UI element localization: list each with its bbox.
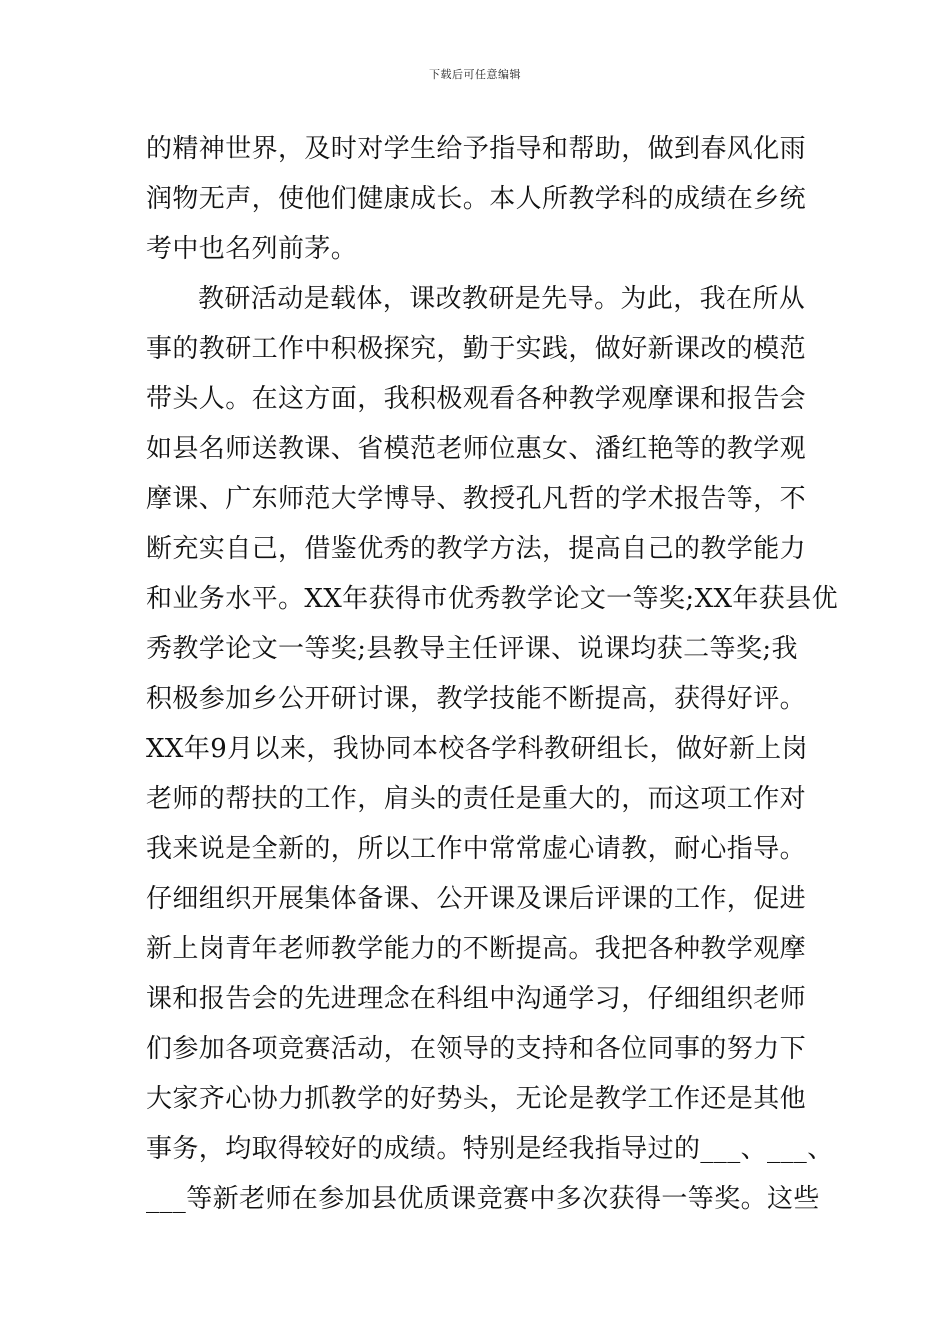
text-line: 课和报告会的先进理念在科组中沟通学习，仔细组织老师	[146, 984, 807, 1014]
text-line: 新上岗青年老师教学能力的不断提高。我把各种教学观摩	[146, 934, 807, 964]
page-header: 下载后可任意编辑	[429, 68, 521, 81]
text-line: 润物无声，使他们健康成长。本人所教学科的成绩在乡统	[146, 184, 807, 214]
text-line: 带头人。在这方面，我积极观看各种教学观摩课和报告会	[146, 384, 807, 414]
text-line: 考中也名列前茅。	[146, 234, 358, 264]
text-line: 和业务水平。XX年获得市优秀教学论文一等奖;XX年获县优	[146, 584, 838, 614]
text-line: 们参加各项竞赛活动，在领导的支持和各位同事的努力下	[146, 1034, 807, 1064]
text-line: 断充实自己，借鉴优秀的教学方法，提高自己的教学能力	[146, 534, 807, 564]
text-line: 摩课、广东师范大学博导、教授孔凡哲的学术报告等，不	[146, 484, 807, 514]
body-text	[146, 124, 838, 1224]
text-line: 我来说是全新的，所以工作中常常虚心请教，耐心指导。	[146, 834, 807, 864]
text-line: 如县名师送教课、省模范老师位惠女、潘红艳等的教学观	[146, 434, 807, 464]
text-line: 大家齐心协力抓教学的好势头，无论是教学工作还是其他	[146, 1084, 807, 1114]
text-line: 积极参加乡公开研讨课，教学技能不断提高，获得好评。	[146, 684, 807, 714]
text-line: 仔细组织开展集体备课、公开课及课后评课的工作，促进	[146, 884, 807, 914]
text-line: XX年9月以来，我协同本校各学科教研组长，做好新上岗	[146, 734, 808, 764]
text-line: ___等新老师在参加县优质课竞赛中多次获得一等奖。这些	[146, 1184, 820, 1214]
text-line: 事的教研工作中积极探究，勤于实践，做好新课改的模范	[146, 334, 807, 364]
text-line: 事务，均取得较好的成绩。特别是经我指导过的___、___、	[146, 1134, 834, 1164]
paragraph-first-line: 教研活动是载体，课改教研是先导。为此，我在所从	[198, 284, 806, 314]
text-line: 的精神世界，及时对学生给予指导和帮助，做到春风化雨	[146, 134, 807, 164]
text-line: 老师的帮扶的工作，肩头的责任是重大的，而这项工作对	[146, 784, 807, 814]
text-line: 秀教学论文一等奖;县教导主任评课、说课均获二等奖;我	[146, 634, 798, 664]
